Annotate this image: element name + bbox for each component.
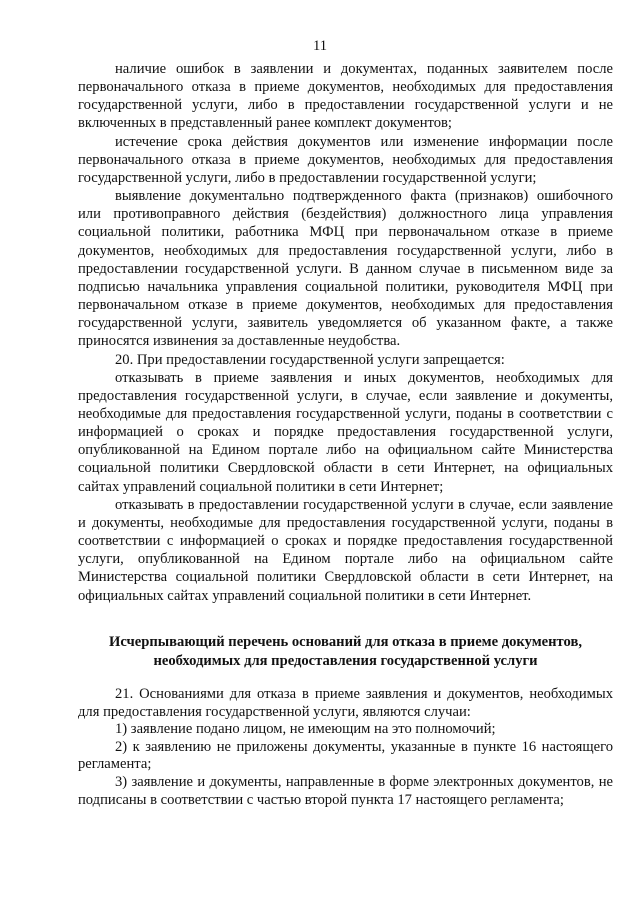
list-item-3: 3) заявление и документы, направленные в форме электронных документов, не подписаны в соответствии с частью второй пункта 17 настоящего регламента; [78, 773, 613, 808]
page-number: 11 [312, 38, 328, 54]
section-heading-line-2: необходимых для предоставления государственной услуги [153, 652, 538, 669]
paragraph-expiry: истечение срока действия документов или изменение информации после первоначального отказа в приеме документов, необходимых для предоставления государственной услуги, либо в предоставлении государственной услуги; [78, 133, 613, 186]
paragraph-refuse-acceptance: отказывать в приеме заявления и иных документов, необходимых для предоставления государственной услуги, в случае, если заявление и документы, необходимые для предоставления государственной услуги, поданы в соответствии с информацией о сроках и порядке предоставления государственной услуги, опубликованной на Едином портале либо на официальном сайте Министерства социальной политики Свердловской области в сети Интернет, на официальных сайтах управлений социальной политики в сети Интернет; [78, 369, 613, 495]
text-block-1 [78, 60, 613, 605]
list-item-2: 2) к заявлению не приложены документы, указанные в пункте 16 настоящего регламента; [78, 738, 613, 773]
section-heading [78, 633, 613, 670]
section-heading-line-1: Исчерпывающий перечень оснований для отказа в приеме документов, [109, 634, 582, 650]
text-block-2 [78, 686, 613, 809]
paragraph-errors: наличие ошибок в заявлении и документах, поданных заявителем после первоначального отказа в приеме документов, необходимых для предоставления государственной услуги, либо в предоставлении государственной услуги и не включенных в представленный ранее комплект документов; [78, 61, 613, 132]
list-item-1: 1) заявление подано лицом, не имеющим на это полномочий; [115, 721, 496, 738]
paragraph-refuse-service: отказывать в предоставлении государственной услуги в случае, если заявление и документы, необходимые для предоставления государственной услуги, поданы в соответствии с информацией о сроках и порядке предоставления государственной услуги, опубликованной на Едином портале либо на официальном сайте Министерства социальной политики Свердловской области в сети Интернет, на официальных сайтах управлений социальной политики в сети Интернет. [78, 496, 613, 604]
paragraph-misconduct: выявление документально подтвержденного факта (признаков) ошибочного или противоправного действия (бездействия) должностного лица управления социальной политики, работника МФЦ при первоначальном отказе в приеме документов, необходимых для предоставления государственной услуги, либо в предоставлении государственной услуги. В данном случае в письменном виде за подписью начальника управления социальной политики, руководителя МФЦ при первоначальном отказе в приеме документов, необходимых для предоставления государственной услуги, заявитель уведомляется об указанном факте, а также приносятся извинения за доставленные неудобства. [78, 188, 613, 350]
paragraph-item-21: 21. Основаниями для отказа в приеме заявления и документов, необходимых для предоставления государственной услуги, являются случаи: [78, 686, 613, 720]
paragraph-item-20: 20. При предоставлении государственной услуги запрещается: [115, 351, 505, 368]
